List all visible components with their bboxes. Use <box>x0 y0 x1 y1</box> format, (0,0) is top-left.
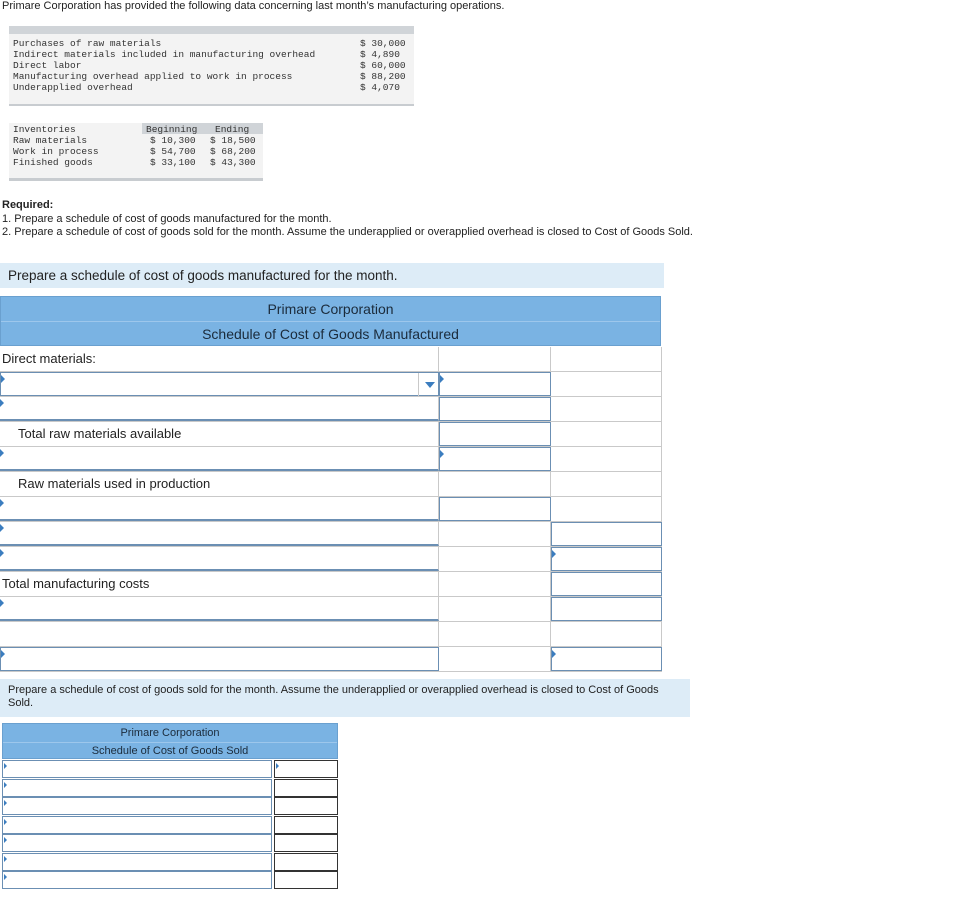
input-marker-icon <box>4 856 7 862</box>
amount-input[interactable] <box>439 497 551 521</box>
item-input[interactable] <box>0 447 439 471</box>
table-row <box>2 834 338 853</box>
item-input[interactable] <box>0 497 439 521</box>
chevron-down-icon <box>425 382 435 388</box>
amount-input[interactable] <box>274 797 338 815</box>
required-item-1: 1. Prepare a schedule of cost of goods manufactured for the month. <box>2 212 332 225</box>
total-input[interactable] <box>551 547 662 571</box>
inventory-label: Finished goods <box>13 157 93 168</box>
amount-cell <box>439 472 551 496</box>
total-cell <box>551 422 662 446</box>
company-name: Primare Corporation <box>120 727 220 739</box>
input-marker-icon <box>0 599 4 607</box>
item-input[interactable] <box>2 760 272 778</box>
company-name: Primare Corporation <box>267 301 394 317</box>
table-row <box>2 816 338 835</box>
data-label: Underapplied overhead <box>13 82 133 93</box>
input-marker-icon <box>4 874 7 880</box>
amount-input[interactable] <box>439 447 551 471</box>
table-row <box>0 347 662 372</box>
item-input[interactable] <box>2 797 272 815</box>
amount-input[interactable] <box>274 834 338 852</box>
required-item-2: 2. Prepare a schedule of cost of goods sold for the month. Assume the underapplied or overapplied overhead is closed to Cost of Goods Sold. <box>2 226 693 238</box>
table-row <box>0 447 662 472</box>
amount-input[interactable] <box>274 816 338 834</box>
table-row <box>2 760 338 779</box>
data-value: $ 4,890 <box>360 49 400 60</box>
table-row <box>2 853 338 872</box>
amount-input[interactable] <box>274 853 338 871</box>
data-label: Indirect materials included in manufacturing overhead <box>13 49 316 60</box>
table-row <box>0 597 662 622</box>
input-marker-icon <box>552 550 556 558</box>
input-marker-icon <box>4 837 7 843</box>
cogm-header <box>0 296 661 346</box>
data-value: $ 88,200 <box>360 71 406 82</box>
input-marker-icon <box>4 782 7 788</box>
table-row <box>0 422 662 447</box>
inventory-beginning: $ 33,100 <box>150 157 196 168</box>
amount-cell <box>439 597 551 621</box>
required-heading: Required: <box>2 199 54 211</box>
input-marker-icon <box>4 819 7 825</box>
input-marker-icon <box>0 399 4 407</box>
input-marker-icon <box>552 650 556 658</box>
input-marker-icon <box>0 449 4 457</box>
required-section <box>2 199 702 240</box>
amount-cell <box>439 647 551 671</box>
amount-input[interactable] <box>439 372 551 396</box>
table-row <box>0 472 662 497</box>
item-input[interactable] <box>0 597 439 621</box>
input-marker-icon <box>1 650 5 658</box>
total-cell <box>551 397 662 421</box>
header-divider <box>3 742 337 743</box>
label-cell <box>0 422 439 446</box>
label-cell <box>0 472 439 496</box>
label-cell <box>0 572 439 596</box>
item-input[interactable] <box>0 522 439 546</box>
amount-input[interactable] <box>274 760 338 778</box>
amount-cell <box>439 347 551 371</box>
amount-cell <box>439 572 551 596</box>
table-row <box>0 572 662 597</box>
table-row <box>0 547 662 572</box>
inventory-ending: $ 43,300 <box>210 157 256 168</box>
item-input[interactable] <box>0 397 439 421</box>
amount-cell <box>439 622 551 646</box>
cogs-header <box>2 723 338 759</box>
label-cell <box>0 347 439 371</box>
item-input[interactable] <box>2 853 272 871</box>
input-marker-icon <box>440 450 444 458</box>
inventory-beginning: $ 10,300 <box>150 135 196 146</box>
total-cell <box>551 497 662 521</box>
input-marker-icon <box>0 524 4 532</box>
input-marker-icon <box>276 763 279 769</box>
schedule-title: Schedule of Cost of Goods Manufactured <box>202 326 459 342</box>
table-row <box>0 372 662 397</box>
inventories-header: Inventories <box>13 124 76 135</box>
amount-input[interactable] <box>439 422 551 446</box>
item-input[interactable] <box>2 779 272 797</box>
data-label: Manufacturing overhead applied to work in process <box>13 71 293 82</box>
table-row <box>0 647 662 672</box>
ending-header: Ending <box>215 124 250 135</box>
label-cell <box>0 622 439 646</box>
part1-banner: Prepare a schedule of cost of goods manufactured for the month. <box>0 263 664 288</box>
raw-used-label: Raw materials used in production <box>18 476 211 491</box>
item-select[interactable] <box>0 372 439 396</box>
data-value: $ 4,070 <box>360 82 400 93</box>
total-input[interactable] <box>551 647 662 671</box>
amount-input[interactable] <box>274 779 338 797</box>
inventory-ending: $ 68,200 <box>210 146 256 157</box>
inventory-label: Work in process <box>13 146 99 157</box>
data-value: $ 30,000 <box>360 38 406 49</box>
total-cell <box>551 622 662 646</box>
item-input[interactable] <box>0 647 439 671</box>
direct-materials-label: Direct materials: <box>2 351 96 366</box>
schedule-title: Schedule of Cost of Goods Sold <box>91 745 249 757</box>
total-input[interactable] <box>551 522 662 546</box>
inventories-table <box>9 123 263 181</box>
total-input[interactable] <box>551 572 662 596</box>
total-mfg-label: Total manufacturing costs <box>2 576 150 591</box>
item-input[interactable] <box>0 547 439 571</box>
data-value: $ 60,000 <box>360 60 406 71</box>
total-raw-label: Total raw materials available <box>18 426 182 441</box>
dropdown-button[interactable] <box>418 373 440 397</box>
table-row <box>0 622 662 647</box>
beginning-header: Beginning <box>146 124 198 135</box>
input-marker-icon <box>1 375 5 383</box>
amount-input[interactable] <box>274 871 338 889</box>
manufacturing-data-table <box>9 26 414 106</box>
table-row <box>2 779 338 798</box>
total-cell <box>551 472 662 496</box>
part2-banner: Prepare a schedule of cost of goods sold for the month. Assume the underapplied or overapplied overhead is closed to Cost of Goods Sold. <box>0 679 690 717</box>
amount-cell <box>439 522 551 546</box>
table-row <box>0 397 662 422</box>
table-row <box>2 797 338 816</box>
data-label: Purchases of raw materials <box>13 38 162 49</box>
amount-input[interactable] <box>439 397 551 421</box>
item-input[interactable] <box>2 871 272 889</box>
table-row <box>0 497 662 522</box>
input-marker-icon <box>4 800 7 806</box>
table-row <box>0 522 662 547</box>
input-marker-icon <box>4 763 7 769</box>
item-input[interactable] <box>2 816 272 834</box>
table-row <box>2 871 338 890</box>
item-input[interactable] <box>2 834 272 852</box>
total-cell <box>551 347 662 371</box>
total-cell <box>551 372 662 396</box>
total-input[interactable] <box>551 597 662 621</box>
amount-cell <box>439 547 551 571</box>
intro-text: Primare Corporation has provided the following data concerning last month’s manufacturing operations. <box>2 0 505 12</box>
header-divider <box>1 321 660 322</box>
inventory-label: Raw materials <box>13 135 88 146</box>
input-marker-icon <box>0 549 4 557</box>
total-cell <box>551 447 662 471</box>
inventory-ending: $ 18,500 <box>210 135 256 146</box>
input-marker-icon <box>440 375 444 383</box>
data-label: Direct labor <box>13 60 82 71</box>
inventory-beginning: $ 54,700 <box>150 146 196 157</box>
input-marker-icon <box>0 499 4 507</box>
